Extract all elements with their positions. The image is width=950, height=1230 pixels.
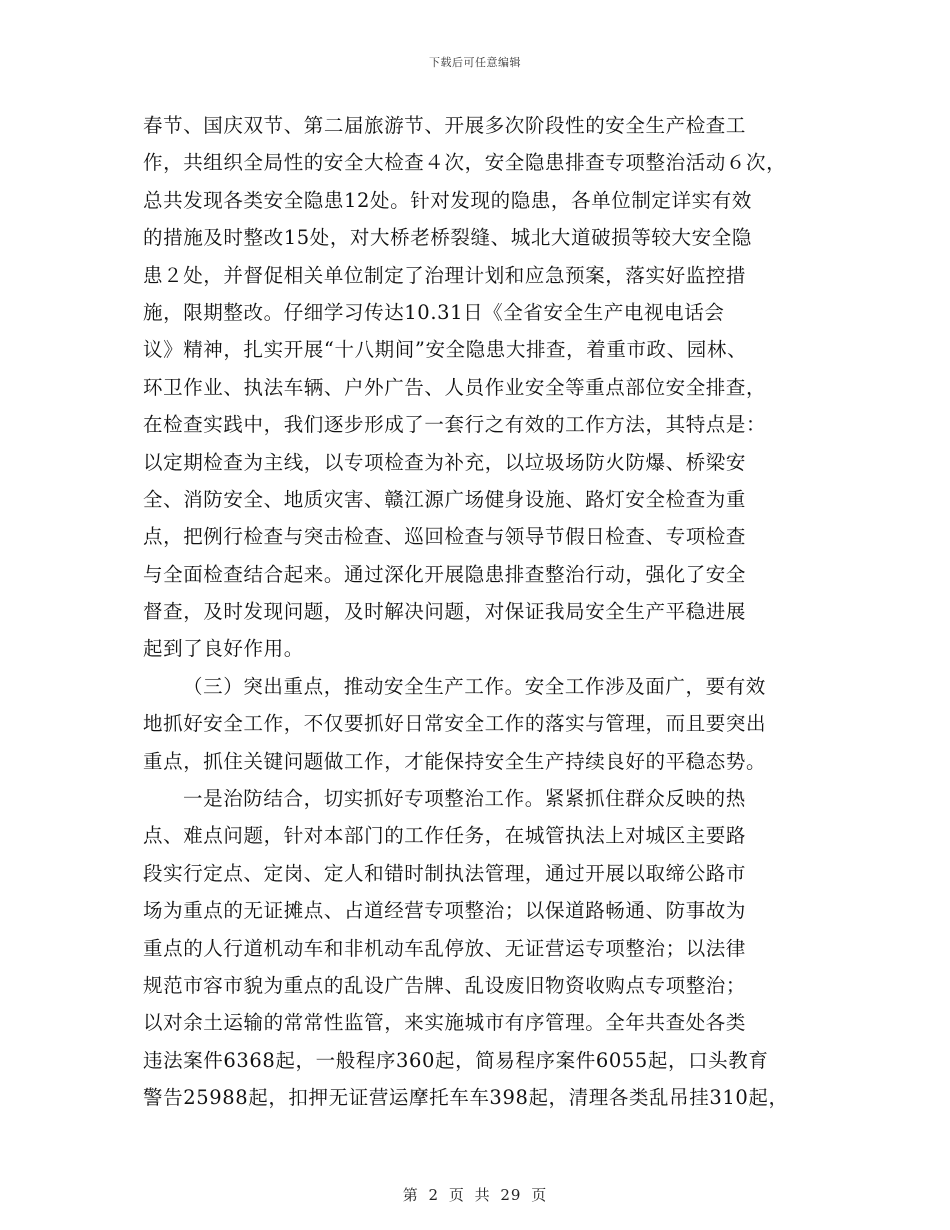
body-line: 以对余土运输的常常性监管，来实施城市有序管理。全年共查处各类: [143, 1011, 747, 1035]
body-line: 地抓好安全工作，不仅要抓好日常安全工作的落实与管理，而且要突出: [143, 712, 767, 736]
body-line: 段实行定点、定岗、定人和错时制执法管理，通过开展以取缔公路市: [143, 861, 747, 885]
body-line: 作，共组织全局性的安全大检查４次，安全隐患排查专项整治活动６次，: [143, 151, 787, 175]
body-line: 违法案件6368起，一般程序360起，简易程序案件6055起，口头教育: [143, 1048, 769, 1072]
body-line: 重点，抓住关键问题做工作，才能保持安全生产持续良好的平稳态势。: [143, 749, 767, 773]
body-line: 的措施及时整改15处，对大桥老桥裂缝、城北大道破损等较大安全隐: [143, 226, 752, 250]
body-line: 点、难点问题，针对本部门的工作任务，在城管执法上对城区主要路: [143, 824, 747, 848]
body-line: 全、消防安全、地质灾害、赣江源广场健身设施、路灯安全检查为重: [143, 487, 747, 511]
body-line: 场为重点的无证摊点、占道经营专项整治；以保道路畅通、防事故为: [143, 899, 747, 923]
body-line: 与全面检查结合起来。通过深化开展隐患排查整治行动，强化了安全: [143, 562, 747, 586]
document-body: [143, 107, 833, 1117]
body-line: 以定期检查为主线，以专项检查为补充，以垃圾场防火防爆、桥梁安: [143, 450, 747, 474]
body-line: 施，限期整改。仔细学习传达10.31日《全省安全生产电视电话会: [143, 300, 725, 324]
body-line: 重点的人行道机动车和非机动车乱停放、无证营运专项整治；以法律: [143, 936, 747, 960]
body-line: 点，把例行检查与突击检查、巡回检查与领导节假日检查、专项检查: [143, 525, 747, 549]
page-number-footer: 第 2 页 共 29 页: [402, 1186, 548, 1204]
body-line: 环卫作业、执法车辆、户外广告、人员作业安全等重点部位安全排查，: [143, 375, 767, 399]
body-line: 在检查实践中，我们逐步形成了一套行之有效的工作方法，其特点是：: [143, 413, 767, 437]
body-line: 春节、国庆双节、第二届旅游节、开展多次阶段性的安全生产检查工: [143, 114, 747, 137]
body-line: 起到了良好作用。: [143, 637, 304, 661]
body-line: 议》精神，扎实开展“十八期间”安全隐患大排查，着重市政、园林、: [143, 338, 748, 362]
body-line: 患２处，并督促相关单位制定了治理计划和应急预案，落实好监控措: [143, 263, 747, 287]
body-line: 规范市容市貌为重点的乱设广告牌、乱设废旧物资收购点专项整治；: [143, 973, 747, 997]
page-header-note: 下载后可任意编辑: [429, 56, 521, 69]
paragraph-start-line: 一是治防结合，切实抓好专项整治工作。紧紧抓住群众反映的热: [183, 787, 746, 811]
body-line: 总共发现各类安全隐患12处。针对发现的隐患，各单位制定详实有效: [143, 188, 752, 212]
section-heading-line: （三）突出重点，推动安全生产工作。安全工作涉及面广，要有效: [183, 674, 766, 698]
body-line: 警告25988起，扣押无证营运摩托车车398起，清理各类乱吊挂310起，: [143, 1086, 789, 1110]
body-line: 督查，及时发现问题，及时解决问题，对保证我局安全生产平稳进展: [143, 600, 747, 624]
